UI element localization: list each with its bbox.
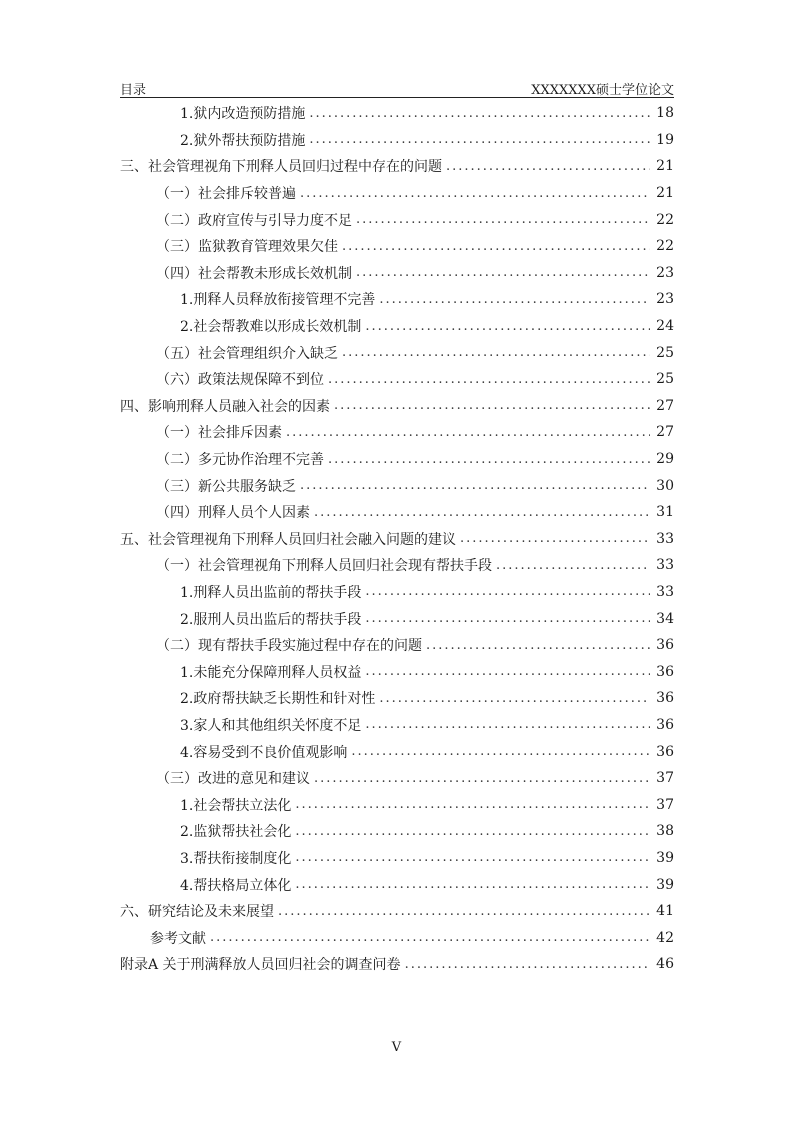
toc-entry-page: 24 (656, 318, 674, 335)
toc-dot-leader (365, 584, 650, 599)
toc-entry[interactable] (120, 632, 674, 659)
toc-dot-leader (314, 771, 650, 786)
toc-entry[interactable] (120, 738, 674, 765)
toc-entry-page: 38 (656, 823, 674, 840)
toc-entry-title: 2.政府帮扶缺乏长期性和针对性 (180, 691, 376, 708)
toc-entry-title: 4.帮扶格局立体化 (180, 877, 292, 894)
toc-entry[interactable] (120, 339, 674, 366)
toc-entry-page: 22 (656, 211, 674, 228)
toc-entry-title: （四）社会帮教未形成长效机制 (156, 265, 352, 282)
toc-dot-leader (314, 505, 650, 520)
toc-entry-page: 30 (656, 477, 674, 494)
toc-entry[interactable] (120, 526, 674, 553)
toc-dot-leader (328, 372, 650, 387)
running-header (120, 77, 674, 98)
header-section-label: 目录 (120, 83, 147, 98)
toc-entry-page: 39 (656, 849, 674, 866)
toc-entry-title: 1.社会帮扶立法化 (180, 797, 292, 814)
toc-entry[interactable] (120, 260, 674, 287)
toc-entry-title: （五）社会管理组织介入缺乏 (156, 345, 338, 362)
toc-entry-title: （二）多元协作治理不完善 (156, 452, 324, 469)
toc-entry-page: 18 (656, 105, 674, 122)
toc-dot-leader (446, 159, 650, 174)
toc-entry[interactable] (120, 100, 674, 127)
toc-entry-title: 1.狱内改造预防措施 (180, 106, 306, 123)
toc-entry[interactable] (120, 579, 674, 606)
toc-entry[interactable] (120, 313, 674, 340)
toc-dot-leader (356, 265, 650, 280)
toc-entry-title: 1.刑释人员出监前的帮扶手段 (180, 584, 362, 601)
toc-entry-page: 39 (656, 876, 674, 893)
toc-dot-leader (405, 957, 650, 972)
toc-entry[interactable] (120, 951, 674, 978)
toc-entry-page: 46 (656, 956, 674, 973)
toc-entry-title: 1.未能充分保障刑释人员权益 (180, 664, 362, 681)
toc-dot-leader (365, 717, 650, 732)
toc-entry-title: （三）新公共服务缺乏 (156, 478, 296, 495)
toc-entry-title: 2.监狱帮扶社会化 (180, 824, 292, 841)
toc-entry[interactable] (120, 233, 674, 260)
toc-entry-title: 附录A 关于刑满释放人员回归社会的调查问卷 (120, 957, 401, 974)
toc-dot-leader (365, 664, 650, 679)
toc-entry-page: 27 (656, 424, 674, 441)
toc-entry-page: 33 (656, 530, 674, 547)
toc-dot-leader (496, 558, 650, 573)
toc-entry-title: （三）监狱教育管理效果欠佳 (156, 239, 338, 256)
toc-entry-title: （一）社会排斥因素 (156, 425, 282, 442)
toc-entry-page: 33 (656, 583, 674, 600)
toc-entry-page: 27 (656, 397, 674, 414)
toc-entry-title: 五、社会管理视角下刑释人员回归社会融入问题的建议 (120, 531, 456, 548)
toc-dot-leader (286, 425, 650, 440)
toc-entry-title: 三、社会管理视角下刑释人员回归过程中存在的问题 (120, 159, 442, 176)
toc-entry-title: 2.服刑人员出监后的帮扶手段 (180, 611, 362, 628)
toc-entry[interactable] (120, 366, 674, 393)
toc-entry-page: 23 (656, 291, 674, 308)
toc-dot-leader (300, 186, 650, 201)
toc-entry-page: 31 (656, 504, 674, 521)
toc-entry-title: （一）社会管理视角下刑释人员回归社会现有帮扶手段 (156, 558, 492, 575)
table-of-contents (120, 100, 674, 978)
toc-entry[interactable] (120, 393, 674, 420)
toc-entry-page: 22 (656, 238, 674, 255)
toc-entry-title: （六）政策法规保障不到位 (156, 372, 324, 389)
toc-entry-page: 33 (656, 557, 674, 574)
toc-dot-leader (351, 744, 650, 759)
toc-entry-page: 41 (656, 903, 674, 920)
toc-entry-title: 参考文献 (150, 930, 206, 947)
header-thesis-title: XXXXXXX硕士学位论文 (531, 83, 674, 98)
toc-entry-page: 25 (656, 371, 674, 388)
toc-entry-page: 36 (656, 716, 674, 733)
toc-entry-title: 3.家人和其他组织关怀度不足 (180, 717, 362, 734)
toc-entry[interactable] (120, 924, 674, 951)
toc-entry[interactable] (120, 845, 674, 872)
toc-entry-page: 29 (656, 451, 674, 468)
toc-entry-page: 36 (656, 663, 674, 680)
toc-entry[interactable] (120, 712, 674, 739)
toc-entry-title: （一）社会排斥较普遍 (156, 186, 296, 203)
toc-entry[interactable] (120, 180, 674, 207)
toc-entry[interactable] (120, 871, 674, 898)
toc-entry-page: 34 (656, 610, 674, 627)
toc-dot-leader (356, 212, 650, 227)
toc-entry[interactable] (120, 499, 674, 526)
toc-entry[interactable] (120, 685, 674, 712)
toc-entry-title: （四）刑释人员个人因素 (156, 505, 310, 522)
toc-entry-page: 37 (656, 770, 674, 787)
toc-dot-leader (309, 106, 650, 121)
toc-entry-title: 1.刑释人员释放衔接管理不完善 (180, 292, 376, 309)
toc-dot-leader (295, 877, 650, 892)
toc-entry-page: 36 (656, 690, 674, 707)
toc-entry[interactable] (120, 791, 674, 818)
page-number: V (391, 1040, 402, 1055)
toc-entry-page: 21 (656, 158, 674, 175)
toc-entry-title: （二）政府宣传与引导力度不足 (156, 212, 352, 229)
toc-dot-leader (460, 531, 650, 546)
toc-dot-leader (309, 132, 650, 147)
toc-entry[interactable] (120, 446, 674, 473)
toc-dot-leader (342, 345, 650, 360)
toc-entry-page: 36 (656, 637, 674, 654)
toc-entry[interactable] (120, 605, 674, 632)
toc-entry[interactable] (120, 818, 674, 845)
toc-dot-leader (365, 611, 650, 626)
toc-dot-leader (342, 239, 650, 254)
toc-entry-title: （二）现有帮扶手段实施过程中存在的问题 (156, 638, 422, 655)
toc-dot-leader (426, 638, 650, 653)
toc-dot-leader (295, 797, 650, 812)
toc-dot-leader (379, 292, 650, 307)
toc-entry-title: 3.帮扶衔接制度化 (180, 850, 292, 867)
toc-entry-page: 37 (656, 796, 674, 813)
toc-dot-leader (328, 452, 650, 467)
toc-entry[interactable] (120, 898, 674, 925)
toc-entry[interactable] (120, 472, 674, 499)
toc-dot-leader (300, 478, 650, 493)
toc-entry-title: 2.狱外帮扶预防措施 (180, 132, 306, 149)
toc-entry[interactable] (120, 206, 674, 233)
toc-entry[interactable] (120, 552, 674, 579)
toc-entry-title: 六、研究结论及未来展望 (120, 904, 274, 921)
toc-entry-title: 4.容易受到不良价值观影响 (180, 744, 348, 761)
toc-entry-page: 36 (656, 743, 674, 760)
toc-entry[interactable] (120, 658, 674, 685)
toc-dot-leader (278, 904, 650, 919)
toc-entry[interactable] (120, 286, 674, 313)
toc-dot-leader (334, 398, 650, 413)
toc-entry[interactable] (120, 127, 674, 154)
toc-entry-page: 42 (656, 929, 674, 946)
toc-entry-page: 21 (656, 185, 674, 202)
toc-entry-title: 2.社会帮教难以形成长效机制 (180, 319, 362, 336)
toc-entry-title: （三）改进的意见和建议 (156, 771, 310, 788)
toc-entry[interactable] (120, 765, 674, 792)
toc-entry-page: 19 (656, 131, 674, 148)
toc-dot-leader (295, 850, 650, 865)
toc-entry[interactable] (120, 153, 674, 180)
toc-entry-page: 25 (656, 344, 674, 361)
toc-dot-leader (365, 319, 650, 334)
toc-dot-leader (379, 691, 650, 706)
toc-entry-page: 23 (656, 264, 674, 281)
toc-entry-title: 四、影响刑释人员融入社会的因素 (120, 398, 330, 415)
toc-dot-leader (295, 824, 650, 839)
toc-entry[interactable] (120, 419, 674, 446)
toc-dot-leader (210, 930, 650, 945)
